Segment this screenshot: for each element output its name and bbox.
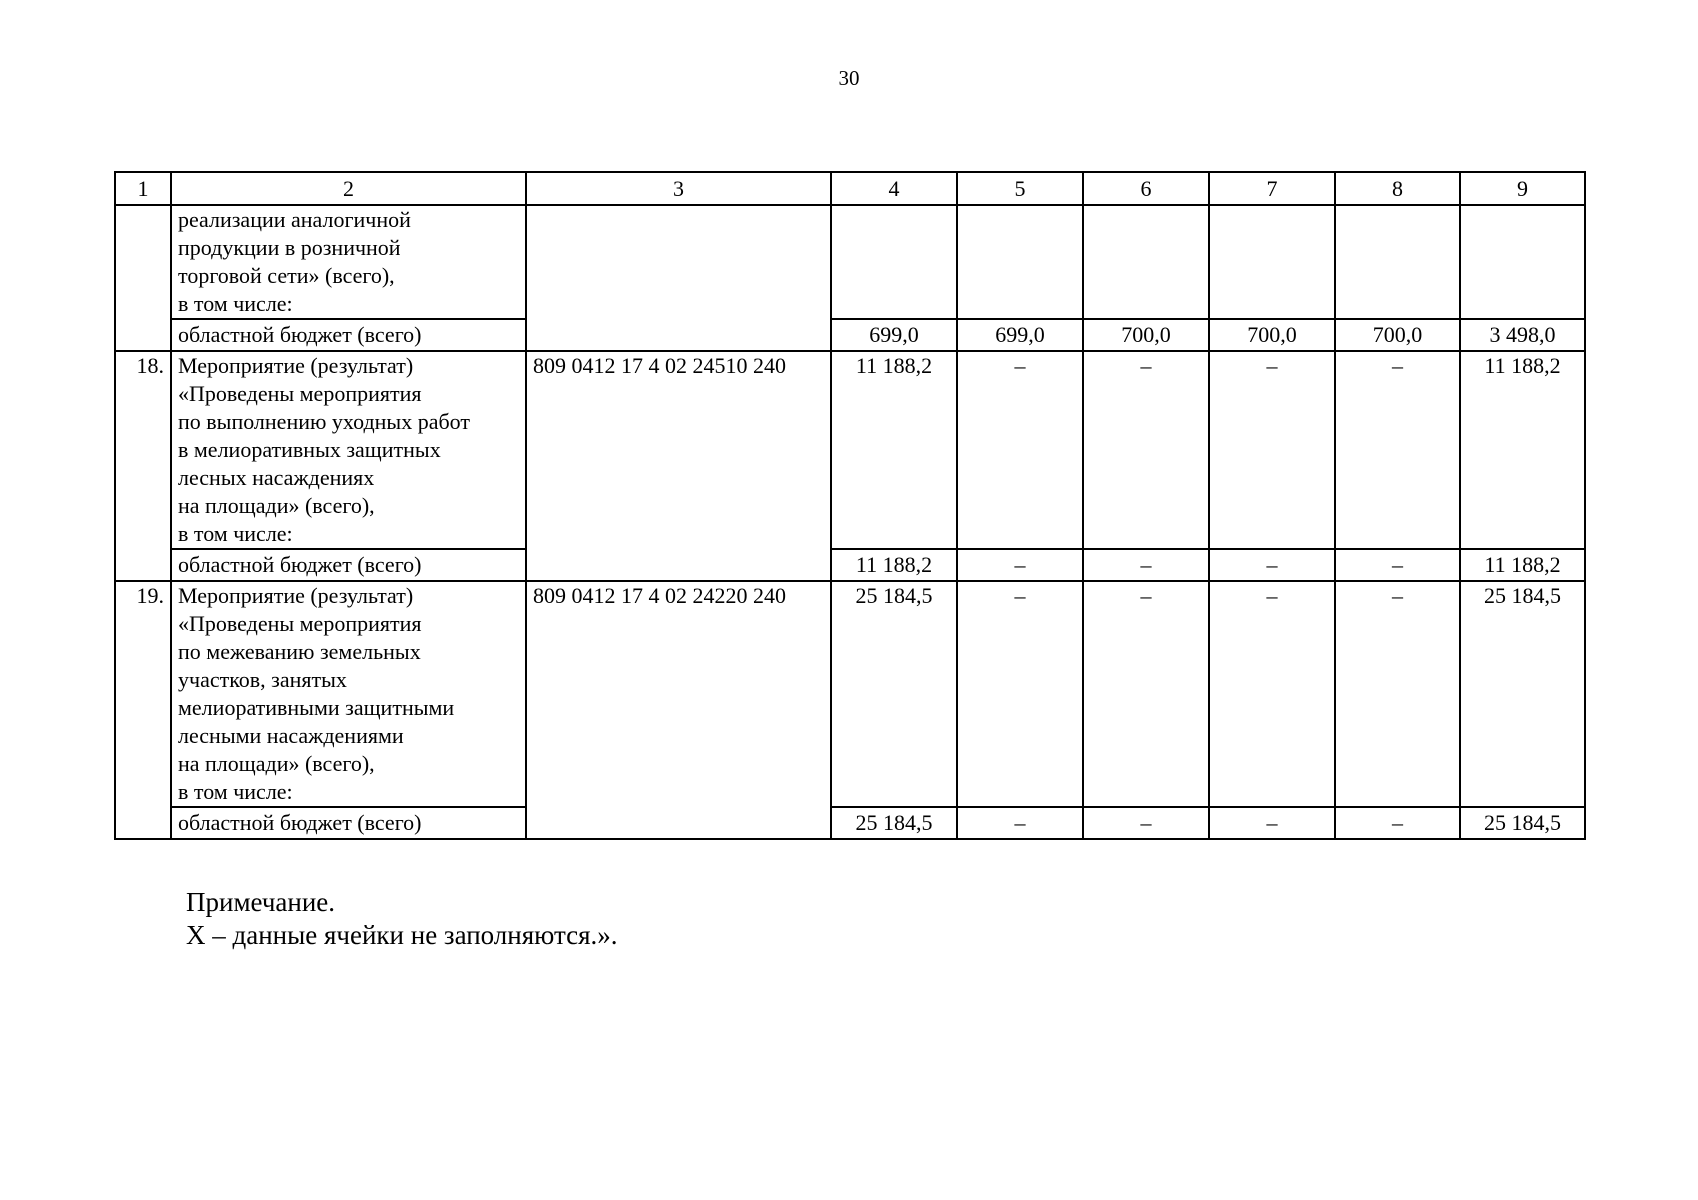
column-header: 4	[831, 172, 957, 205]
value-cell	[1083, 205, 1209, 319]
note-text: Х – данные ячейки не заполняются.».	[186, 920, 618, 950]
value-cell: 700,0	[1209, 319, 1335, 351]
value-cell: –	[1335, 807, 1460, 839]
value-cell: 25 184,5	[831, 581, 957, 807]
row-description: Мероприятие (результат) «Проведены мероприятия по межеванию земельных участков, занятых мелиоративными защитными лесными насаждениями на площади» (всего), в том числе:	[171, 581, 526, 807]
value-cell	[1335, 205, 1460, 319]
value-cell: –	[1209, 549, 1335, 581]
value-cell: 25 184,5	[831, 807, 957, 839]
value-cell: –	[1209, 351, 1335, 549]
value-cell	[831, 205, 957, 319]
value-cell: –	[1335, 351, 1460, 549]
column-header: 3	[526, 172, 831, 205]
row-description: реализации аналогичной продукции в розничной торговой сети» (всего), в том числе:	[171, 205, 526, 319]
column-header: 1	[115, 172, 171, 205]
note-block	[186, 886, 618, 952]
budget-code	[526, 205, 831, 351]
table-row	[115, 351, 1585, 549]
row-number: 18.	[115, 351, 171, 581]
subrow-description: областной бюджет (всего)	[171, 549, 526, 581]
value-cell: –	[957, 351, 1083, 549]
value-cell: 700,0	[1335, 319, 1460, 351]
value-cell: –	[1335, 581, 1460, 807]
table-row	[115, 205, 1585, 319]
value-cell: 699,0	[957, 319, 1083, 351]
value-cell: –	[1335, 549, 1460, 581]
value-cell: 11 188,2	[831, 351, 957, 549]
value-cell: –	[1083, 807, 1209, 839]
column-header: 9	[1460, 172, 1585, 205]
value-cell: –	[957, 807, 1083, 839]
value-cell: 11 188,2	[1460, 351, 1585, 549]
table-row	[115, 581, 1585, 807]
page-number: 30	[838, 66, 860, 90]
budget-code: 809 0412 17 4 02 24220 240	[526, 581, 831, 839]
value-cell: –	[1083, 351, 1209, 549]
budget-table	[114, 171, 1586, 840]
value-cell: 699,0	[831, 319, 957, 351]
table-subrow	[115, 807, 1585, 839]
value-cell: –	[957, 581, 1083, 807]
value-cell	[1460, 205, 1585, 319]
value-cell: –	[1209, 581, 1335, 807]
value-cell: –	[1209, 807, 1335, 839]
row-number	[115, 205, 171, 351]
value-cell: –	[1083, 549, 1209, 581]
table-subrow	[115, 319, 1585, 351]
column-header: 8	[1335, 172, 1460, 205]
row-number: 19.	[115, 581, 171, 839]
column-header: 6	[1083, 172, 1209, 205]
table-subrow	[115, 549, 1585, 581]
value-cell: 25 184,5	[1460, 807, 1585, 839]
value-cell: 11 188,2	[1460, 549, 1585, 581]
column-header: 5	[957, 172, 1083, 205]
value-cell: –	[1083, 581, 1209, 807]
value-cell	[957, 205, 1083, 319]
column-header: 7	[1209, 172, 1335, 205]
row-description: Мероприятие (результат) «Проведены мероприятия по выполнению уходных работ в мелиоративных защитных лесных насаждениях на площади» (всего), в том числе:	[171, 351, 526, 549]
note-title: Примечание.	[186, 887, 336, 917]
value-cell: 700,0	[1083, 319, 1209, 351]
budget-code: 809 0412 17 4 02 24510 240	[526, 351, 831, 581]
value-cell	[1209, 205, 1335, 319]
value-cell: 3 498,0	[1460, 319, 1585, 351]
header-row	[115, 172, 1585, 205]
subrow-description: областной бюджет (всего)	[171, 807, 526, 839]
subrow-description: областной бюджет (всего)	[171, 319, 526, 351]
value-cell: 25 184,5	[1460, 581, 1585, 807]
column-header: 2	[171, 172, 526, 205]
value-cell: –	[957, 549, 1083, 581]
value-cell: 11 188,2	[831, 549, 957, 581]
